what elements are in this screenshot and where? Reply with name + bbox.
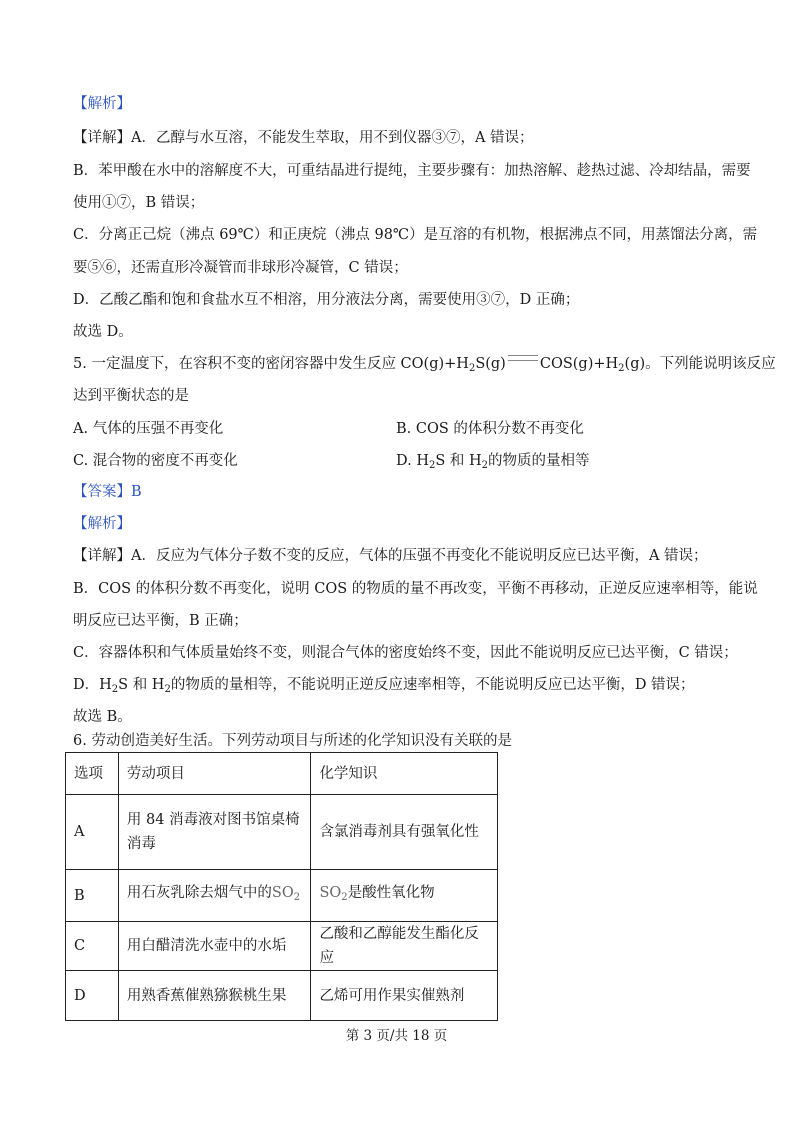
- detail-line: 要⑤⑥，还需直形冷凝管而非球形冷凝管，C 错误；: [73, 260, 408, 276]
- chem-cell: 乙酸和乙醇能发生酯化反应: [311, 922, 498, 971]
- conclusion: 故选 B。: [73, 709, 132, 725]
- detail-line: D．乙酸乙酯和饱和食盐水互不相溶，用分液法分离，需要使用③⑦，D 正确；: [73, 292, 580, 308]
- question-6-stem: 6. 劳动创造美好生活。下列劳动项目与所述的化学知识没有关联的是: [73, 733, 512, 749]
- detail-line: C．容器体积和气体质量始终不变，则混合气体的密度始终不变，因此不能说明反应已达平衡，C 错误；: [73, 645, 738, 661]
- options-table: [65, 752, 498, 1021]
- header-cell: 化学知识: [311, 753, 498, 795]
- question-5-stem-line2: 达到平衡状态的是: [73, 388, 189, 404]
- table-row: [66, 971, 498, 1021]
- option-b: B. COS 的体积分数不再变化: [396, 421, 584, 437]
- equilibrium-arrow-icon: [506, 354, 540, 366]
- option-a: A. 气体的压强不再变化: [73, 421, 224, 437]
- question-5-stem: 5. 一定温度下，在容积不变的密闭容器中发生反应 $CO(g)+H_2S(g)$ $COS(g)+H_2(g)$。下列能说明该反应: [73, 356, 776, 374]
- chem-cell: 乙烯可用作果实催熟剂: [311, 971, 498, 1021]
- option-cell: A: [66, 795, 119, 870]
- option-cell: C: [66, 922, 119, 971]
- labor-cell: 用熟香蕉催熟猕猴桃生果: [118, 971, 311, 1021]
- chem-cell: $SO_2$是酸性氧化物: [311, 870, 498, 922]
- chem-cell: 含氯消毒剂具有强氧化性: [311, 795, 498, 870]
- detail-line: B．苯甲酸在水中的溶解度不大，可重结晶进行提纯，主要步骤有：加热溶解、趁热过滤、冷却结晶，需要: [73, 163, 751, 179]
- table-header-row: [66, 753, 498, 795]
- analysis-tag: 【解析】: [73, 516, 131, 532]
- header-cell: 选项: [66, 753, 119, 795]
- table-row: [66, 922, 498, 971]
- detail-line: D．$H_2S$ 和 $H_2$的物质的量相等，不能说明正逆反应速率相等，不能说明反应已达平衡，D 错误；: [73, 677, 695, 695]
- table-row: [66, 870, 498, 922]
- detail-line: 明反应已达平衡，B 正确；: [73, 613, 248, 629]
- detail-line: 【详解】A．反应为气体分子数不变的反应，气体的压强不再变化不能说明反应已达平衡，A 错误；: [73, 548, 708, 564]
- detail-line: C．分离正己烷（沸点 69℃）和正庚烷（沸点 98℃）是互溶的有机物，根据沸点不同，用蒸馏法分离，需: [73, 227, 758, 243]
- conclusion: 故选 D。: [73, 324, 133, 340]
- labor-cell: 用石灰乳除去烟气中的$SO_2$: [118, 870, 311, 922]
- option-c: C. 混合物的密度不再变化: [73, 453, 238, 469]
- detail-line: 使用①⑦，B 错误；: [73, 195, 205, 211]
- header-cell: 劳动项目: [118, 753, 311, 795]
- option-d: D. $H_2S$ 和 $H_2$的物质的量相等: [396, 453, 590, 471]
- table-row: [66, 795, 498, 870]
- option-cell: D: [66, 971, 119, 1021]
- detail-line: B．COS 的体积分数不再变化，说明 COS 的物质的量不再改变，平衡不再移动，正逆反应速率相等，能说: [73, 581, 758, 597]
- answer-tag: 【答案】B: [73, 484, 142, 500]
- analysis-tag: 【解析】: [73, 96, 131, 112]
- labor-cell: 用白醋清洗水壶中的水垢: [118, 922, 311, 971]
- detail-line: 【详解】A．乙醇与水互溶，不能发生萃取，用不到仪器③⑦，A 错误；: [73, 130, 534, 146]
- option-cell: B: [66, 870, 119, 922]
- labor-cell: 用 84 消毒液对图书馆桌椅消毒: [118, 795, 311, 870]
- page-footer: 第 3 页/共 18 页: [345, 1028, 448, 1044]
